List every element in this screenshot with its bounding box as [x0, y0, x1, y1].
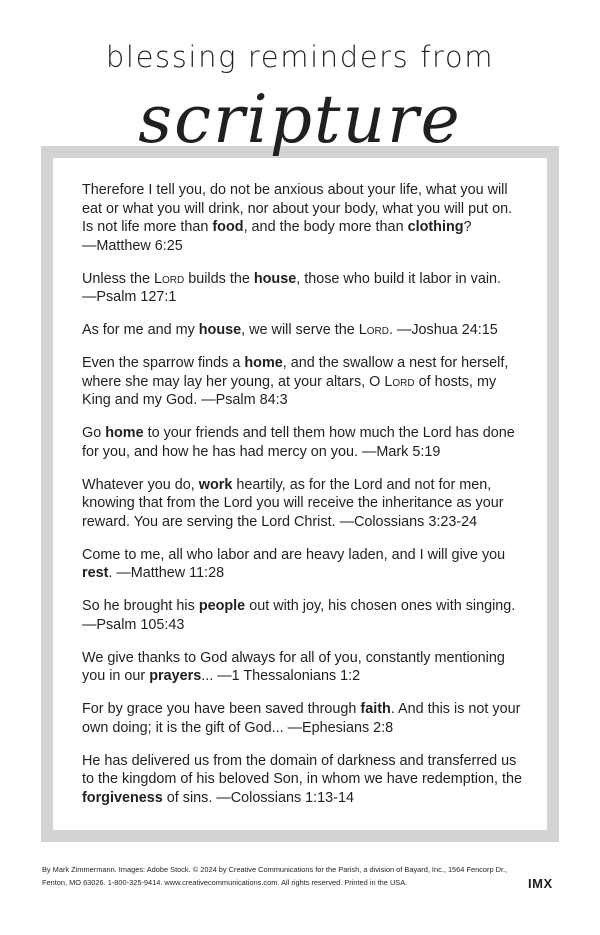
verse-reference: —Psalm 105:43 — [82, 616, 185, 633]
verse-reference: —1 Thessalonians 1:2 — [217, 668, 361, 684]
verse-text: Therefore I tell you, do not be anxious about your life, what you will eat or what you will drink, nor about your body, what you will put on. Is not life more than — [82, 182, 513, 235]
title-script: scripture — [138, 81, 462, 158]
verse-text: As for me and my — [82, 322, 199, 338]
verse-reference: —Matthew 6:25 — [82, 237, 183, 254]
verse-item — [82, 181, 522, 255]
verse-text: ? — [463, 219, 472, 235]
verse-text: We give thanks to God always for all of you, constantly mentioning you in our — [82, 649, 505, 684]
verse-keyword: home — [105, 425, 144, 441]
verse-keyword: work — [198, 476, 233, 493]
verse-reference: —Mark 5:19 — [362, 443, 441, 460]
verse-text: , and the body more than — [243, 219, 408, 235]
verse-text: . — [388, 322, 393, 338]
verse-reference: —Matthew 11:28 — [116, 565, 225, 581]
verse-keyword: forgiveness — [82, 789, 163, 806]
verse-text: ... — [201, 668, 214, 684]
verse-keyword: house — [253, 270, 297, 287]
verse-text: , we will serve the — [241, 322, 359, 338]
verse-item — [82, 270, 522, 307]
verse-item — [82, 476, 522, 532]
verse-text: Even the sparrow finds a — [82, 355, 245, 371]
verse-item — [82, 649, 522, 686]
verse-text: , those who build it labor in vain. — [296, 270, 502, 287]
lord-smallcaps: Lord — [154, 270, 185, 287]
verse-text: builds the — [184, 270, 254, 287]
verse-keyword: food — [212, 219, 244, 235]
verse-text: of sins. — [162, 789, 213, 806]
verse-text: of hosts, my King and my God. — [82, 373, 497, 408]
verse-text: . And this is not your own doing; it is the gift of God... — [82, 701, 521, 736]
verse-keyword: prayers — [149, 668, 202, 684]
verse-text: For by grace you have been saved through — [82, 701, 361, 717]
verse-keyword: rest — [82, 565, 109, 581]
footer-credits: By Mark Zimmermann. Images: Adobe Stock. © 2024 by Creative Communications for the Parish, a division of Bayard, Inc., 1564 Fencorp Dr., Fenton, MO 63026. 1-800-325-9414. www.creativecommunications.com. All rights reserved. Printed in the USA. — [42, 865, 508, 887]
verse-keyword: house — [198, 322, 242, 338]
verse-item — [82, 700, 522, 737]
verse-text: heartily, as for the Lord and not for men, knowing that from the Lord you will receive the inheritance as your reward. You are serving the Lord Christ. — [82, 476, 504, 530]
verse-text: He has delivered us from the domain of darkness and transferred us to the kingdom of his beloved Son, in whom we have redemption, the — [82, 752, 522, 787]
verse-reference: —Colossians 1:13-14 — [216, 789, 354, 806]
verse-text: . — [108, 565, 113, 581]
verse-item — [82, 546, 522, 583]
verse-item — [82, 354, 522, 410]
publisher-logo: IMX — [528, 876, 553, 891]
verse-list — [82, 181, 522, 822]
verse-text: Unless the — [82, 270, 154, 287]
verse-reference: —Joshua 24:15 — [396, 322, 498, 338]
verse-reference: —Ephesians 2:8 — [287, 719, 394, 736]
verse-reference: —Psalm 84:3 — [201, 392, 288, 408]
lord-smallcaps: Lord — [384, 373, 415, 390]
verse-keyword: people — [198, 598, 246, 614]
verse-keyword: clothing — [407, 219, 464, 235]
verse-text: Whatever you do, — [82, 476, 199, 493]
verse-text: to your friends and tell them how much the Lord has done for you, and how he has had mercy on you. — [82, 425, 515, 460]
verse-text: out with joy, his chosen ones with singing. — [245, 598, 516, 614]
title-top: blessing reminders from — [105, 40, 495, 74]
verse-text: So he brought his — [82, 598, 199, 614]
verse-text: Go — [82, 425, 106, 441]
lord-smallcaps: Lord — [358, 322, 389, 338]
verse-item — [82, 424, 522, 461]
verse-item — [82, 752, 522, 808]
verse-reference: —Psalm 127:1 — [82, 289, 177, 305]
verse-keyword: faith — [360, 701, 391, 717]
verse-item — [82, 321, 522, 340]
verse-item — [82, 597, 522, 634]
verse-reference: —Colossians 3:23-24 — [339, 513, 478, 530]
verse-text: Come to me, all who labor and are heavy laden, and I will give you — [82, 546, 506, 563]
verse-keyword: home — [244, 355, 283, 371]
verse-text: , and the swallow a nest for herself, where she may lay her young, at your altars, O — [82, 355, 509, 390]
